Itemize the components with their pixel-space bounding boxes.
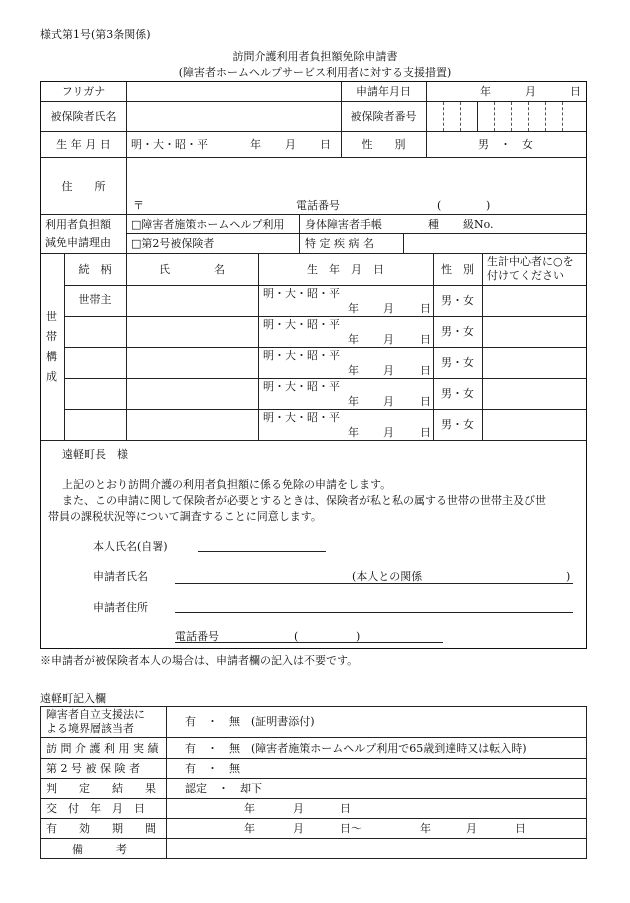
row1-day: 日	[420, 302, 431, 315]
insured-name-label: 被保険者氏名	[50, 110, 117, 123]
row3-day: 日	[420, 364, 431, 377]
office-row5-year: 年	[244, 802, 255, 815]
row3-month: 月	[383, 364, 394, 377]
row4-month: 月	[383, 395, 394, 408]
declaration-line-3: 帯員の課税状況等について調査することに同意します。	[48, 510, 322, 523]
col-birth: 生 年 月 日	[307, 263, 384, 276]
addressee: 遠軽町長 様	[62, 448, 128, 461]
office-row6-year2: 年	[420, 822, 431, 835]
office-row4-value: 認定 ・ 却下	[185, 782, 262, 795]
head-of-household: 世帯主	[78, 293, 112, 306]
disability-book-label: 身体障害者手帳	[305, 218, 382, 231]
address-label: 住 所	[61, 180, 106, 193]
row4-era: 明・大・昭・平	[263, 380, 340, 393]
applicant-address-line[interactable]	[175, 612, 573, 613]
furigana-label: フリガナ	[61, 85, 106, 98]
office-row1-label-1: 障害者自立支援法に	[46, 708, 145, 721]
phone-paren-close: )	[486, 199, 491, 212]
row4-gender: 男・女	[441, 387, 474, 400]
row1-era: 明・大・昭・平	[263, 287, 340, 300]
office-row3-label: 第 2 号 被 保 険 者	[46, 762, 140, 775]
row3-year: 年	[348, 364, 359, 377]
household-side-4: 成	[46, 370, 57, 383]
col-name: 氏 名	[159, 263, 225, 276]
grade-number: 級No.	[463, 218, 494, 231]
applicant-address-label: 申請者住所	[93, 601, 148, 614]
declaration-line-1: 上記のとおり訪問介護の利用者負担額に係る免除の申請をします。	[62, 478, 392, 491]
gender-value: 男 ・ 女	[478, 138, 533, 151]
office-row5-label: 交 付 年 月 日	[46, 802, 145, 815]
note: ※申請者が被保険者本人の場合は、申請者欄の記入は不要です。	[40, 654, 359, 667]
office-row1-value: 有 ・ 無 (証明書添付)	[185, 715, 315, 728]
reason-label-1: 利用者負担額	[45, 218, 111, 231]
row1-gender: 男・女	[441, 294, 474, 307]
grade-kind: 種	[428, 218, 439, 231]
relation-close: )	[566, 570, 571, 583]
postal-mark: 〒	[133, 199, 144, 212]
office-section-title: 遠軽町記入欄	[40, 692, 106, 705]
row5-era: 明・大・昭・平	[263, 411, 340, 424]
office-row7-label: 備 考	[72, 843, 127, 856]
row4-year: 年	[348, 395, 359, 408]
office-row6-day-from: 日～	[340, 822, 362, 835]
apply-date-label: 申請年月日	[356, 85, 411, 98]
row1-month: 月	[383, 302, 394, 315]
col-relation: 続 柄	[78, 263, 112, 276]
application-form	[40, 81, 587, 649]
col-gender: 性 別	[441, 263, 474, 276]
self-name-label: 本人氏名(自署)	[93, 540, 168, 553]
form-subtitle: (障害者ホームヘルプサービス利用者に対する支援措置)	[178, 66, 452, 79]
row2-era: 明・大・昭・平	[263, 318, 340, 331]
row2-month: 月	[383, 333, 394, 346]
row5-day: 日	[420, 426, 431, 439]
applicant-name-line[interactable]	[175, 583, 573, 584]
household-side-1: 世	[46, 310, 57, 323]
row1-year: 年	[348, 302, 359, 315]
specific-disease-label: 特 定 疾 病 名	[305, 237, 374, 250]
reason-homehelp-checkbox[interactable]: □障害者施策ホームヘルプ利用	[131, 218, 285, 231]
birth-day: 日	[320, 138, 331, 151]
applicant-phone-line[interactable]	[175, 642, 443, 643]
applicant-phone-label: 電話番号	[175, 630, 219, 643]
applicant-phone-close: )	[356, 630, 361, 643]
row3-gender: 男・女	[441, 356, 474, 369]
insured-number-label: 被保険者番号	[350, 110, 417, 123]
office-row3-value: 有 ・ 無	[185, 762, 240, 775]
phone-label: 電話番号	[296, 199, 340, 212]
office-row2-value: 有 ・ 無 (障害者施策ホームヘルプ利用で65歳到達時又は転入時)	[185, 742, 527, 755]
office-row2-label: 訪 問 介 護 利 用 実 績	[46, 742, 159, 755]
applicant-name-label: 申請者氏名	[93, 570, 148, 583]
office-row6-month: 月	[293, 822, 304, 835]
apply-date-year: 年	[480, 85, 491, 98]
birth-date-label: 生 年 月 日	[56, 138, 111, 151]
row4-day: 日	[420, 395, 431, 408]
row3-era: 明・大・昭・平	[263, 349, 340, 362]
row5-gender: 男・女	[441, 418, 474, 431]
apply-date-month: 月	[525, 85, 536, 98]
office-row6-day2: 日	[515, 822, 526, 835]
relation-open: (本人との関係	[352, 570, 423, 583]
reason-second-insured-checkbox[interactable]: □第2号被保険者	[131, 237, 215, 250]
office-row4-label: 判 定 結 果	[46, 782, 156, 795]
row5-year: 年	[348, 426, 359, 439]
phone-paren-open: (	[437, 199, 442, 212]
household-side-3: 構	[46, 350, 57, 363]
office-row1-label-2: よる境界層該当者	[46, 722, 134, 735]
office-row6-year: 年	[244, 822, 255, 835]
office-row5-month: 月	[293, 802, 304, 815]
col-marker-1: 生計中心者に○を	[487, 255, 574, 268]
row5-month: 月	[383, 426, 394, 439]
birth-month: 月	[285, 138, 296, 151]
apply-date-day: 日	[570, 85, 581, 98]
household-side-2: 帯	[46, 330, 57, 343]
row2-year: 年	[348, 333, 359, 346]
self-name-line[interactable]	[198, 551, 326, 552]
row2-gender: 男・女	[441, 325, 474, 338]
applicant-phone-open: (	[294, 630, 299, 643]
declaration-line-2: また、この申請に関して保険者が必要とするときは、保険者が私と私の属する世帯の世帯主及び世	[62, 494, 546, 507]
office-row5-day: 日	[340, 802, 351, 815]
form-title: 訪問介護利用者負担額免除申請書	[232, 50, 398, 63]
form-number: 様式第1号(第3条関係)	[40, 28, 151, 41]
office-row6-month2: 月	[466, 822, 477, 835]
row2-day: 日	[420, 333, 431, 346]
office-row6-label: 有 効 期 間	[46, 822, 156, 835]
gender-label: 性 別	[361, 138, 406, 151]
birth-era: 明・大・昭・平	[131, 138, 208, 151]
birth-year: 年	[250, 138, 261, 151]
reason-label-2: 減免申請理由	[45, 236, 111, 249]
col-marker-2: 付けてください	[487, 269, 564, 282]
